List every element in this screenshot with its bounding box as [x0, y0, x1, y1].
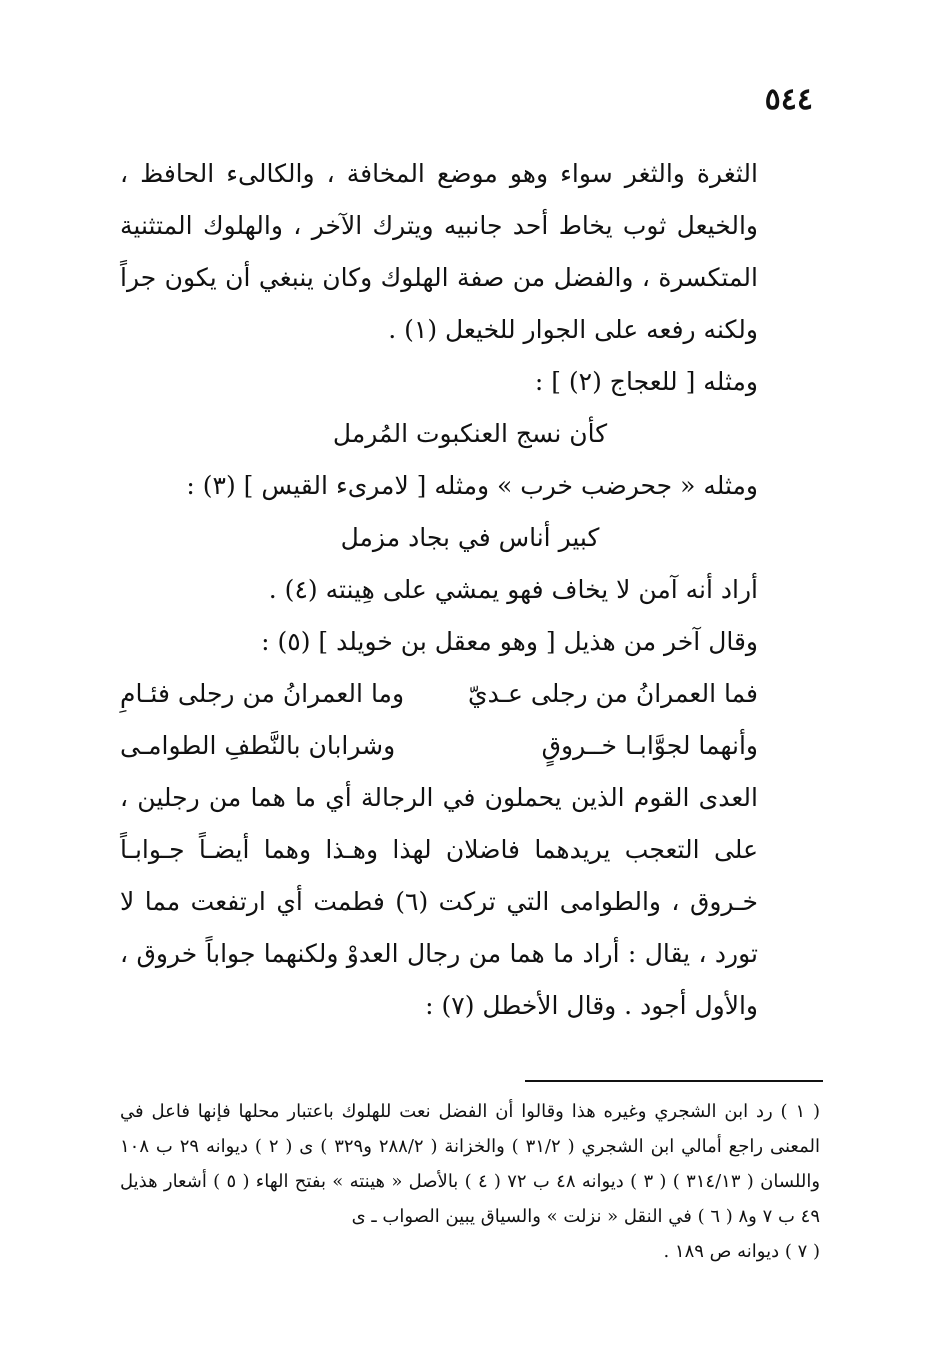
main-text	[120, 148, 820, 1032]
footnote: ( ١ ) رد ابن الشجري وغيره هذا وقالوا أن الفضل نعت للهلوك باعتبار محلها فإنها فاعل في المعنى راجع أمالي ابن الشجري ( ٣١/٢ ) والخزانة ( ٢٨٨/٢ و٣٢٩ ) ى ( ٢ ) ديوانه ٢٩ ب ١٠٨ واللسان ( ٣١٤/١٣ ) ( ٣ ) ديوانه ٤٨ ب ٧٢ ( ٤ ) بالأصل « هينته » بفتح الهاء ( ٥ ) أشعار هذيل ٤٩ ب ٧ و٨ ( ٦ ) في النقل « نزلت » والسياق يبين الصواب ـ ى	[120, 1101, 821, 1227]
footnote-divider	[525, 1080, 823, 1082]
paragraph: وقال آخر من هذيل [ وهو معقل بن خويلد ] (٥) :	[261, 627, 758, 656]
page-number: ٥٤٤	[764, 82, 813, 117]
footnotes	[120, 1094, 820, 1269]
verse-line: كأن نسج العنكبوت المُرمل	[332, 419, 608, 448]
paragraph: ومثله « جحرضب خرب » ومثله [ لامرىء القيس ] (٣) :	[186, 471, 758, 500]
paragraph: الثغرة والثغر سواء وهو موضع المخافة ، والكالىء الحافظ ، والخيعل ثوب يخاط أحد جانبيه ويترك الآخر ، والهلوك المتثنية المتكسرة ، والفضل من صفة الهلوك وكان ينبغي أن يكون جراً ولكنه رفعه على الجوار للخيعل (١) .	[120, 159, 758, 344]
poem-verse	[120, 720, 820, 772]
hemistich-first: فما العمرانُ من رجلى عـديّ	[468, 679, 758, 708]
poem-verse	[120, 668, 820, 720]
paragraph: أراد أنه آمن لا يخاف فهو يمشي على هِينته (٤) .	[268, 575, 758, 604]
verse-line: كبير أناس في بجاد مزمل	[340, 523, 600, 552]
hemistich-second: وما العمرانُ من رجلى فئـامِ	[120, 679, 405, 708]
paragraph: ومثله [ للعجاج (٢) ] :	[534, 367, 758, 396]
hemistich-second: وشرابان بالنَّطفِ الطوامـى	[120, 731, 396, 760]
footnote: ( ٧ ) ديوانه ص ١٨٩ .	[663, 1241, 820, 1262]
poem	[120, 668, 820, 772]
hemistich-first: وأنهما لجوَّابـا خــروقٍ	[541, 731, 758, 760]
paragraph: العدى القوم الذين يحملون في الرجالة أي ما هما من رجلين ، على التعجب يريدهما فاضلان لهذا وهـذا وهما أيضـاً جـوابـاً خـروق ، والطوامى التي تركت (٦) فطمت أي ارتفعت مما لا تورد ، يقال : أراد ما هما من رجال العدوْ ولكنهما جواباً خروق ، والأول أجود . وقال الأخطل (٧) :	[120, 783, 758, 1020]
